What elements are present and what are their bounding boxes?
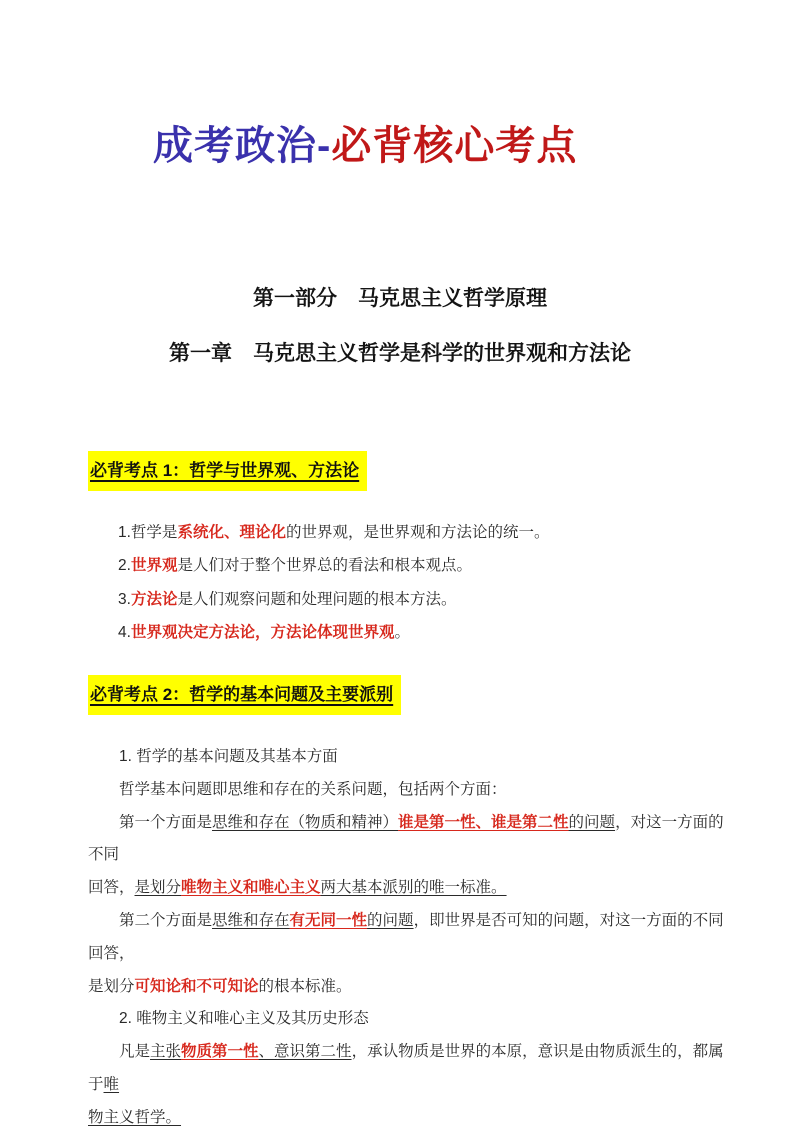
paragraph: 1. 哲学的基本问题及其基本方面 xyxy=(119,748,338,765)
part-heading: 第一部分 马克思主义哲学原理 xyxy=(253,287,547,310)
document-title xyxy=(153,122,577,170)
key-point-2-heading xyxy=(88,675,401,715)
key-point-1-heading-text: 必背考点 1：哲学与世界观、方法论 xyxy=(90,461,360,480)
key-point-1-heading xyxy=(88,451,367,491)
key-point-1-item: 2.世界观是人们对于整个世界总的看法和根本观点。 xyxy=(118,557,472,575)
key-point-1-item: 3.方法论是人们观察问题和处理问题的根本方法。 xyxy=(118,590,457,608)
key-point-1-item: 4.世界观决定方法论，方法论体现世界观。 xyxy=(118,624,410,642)
paragraph: 哲学基本问题即思维和存在的关系问题，包括两个方面： xyxy=(119,780,507,798)
document-title-blue-part: 成考政治- xyxy=(153,124,332,168)
key-point-1-list xyxy=(118,516,549,650)
key-point-2-heading-text: 必背考点 2：哲学的基本问题及主要派别 xyxy=(90,685,394,704)
paragraph: 第一个方面是思维和存在（物质和精神）谁是第一性、谁是第二性的问题，对这一方面的不同 回答，是划分唯物主义和唯心主义两大基本派别的唯一标准。 xyxy=(88,813,724,897)
paragraph: 凡是主张物质第一性、意识第二性，承认物质是世界的本原，意识是由物质派生的，都属于唯 物主义哲学。 xyxy=(88,1043,724,1126)
paragraph: 2. 唯物主义和唯心主义及其历史形态 xyxy=(119,1010,369,1028)
document-title-red-part: 必背核心考点 xyxy=(331,124,578,168)
key-point-1-item: 1.哲学是系统化、理论化的世界观，是世界观和方法论的统一。 xyxy=(118,524,550,541)
chapter-heading: 第一章 马克思主义哲学是科学的世界观和方法论 xyxy=(169,342,631,365)
paragraph: 第二个方面是思维和存在有无同一性的问题，即世界是否可知的问题，对这一方面的不同回答， 是划分可知论和不可知论的根本标准。 xyxy=(88,911,724,995)
key-point-2-body xyxy=(88,741,736,1135)
